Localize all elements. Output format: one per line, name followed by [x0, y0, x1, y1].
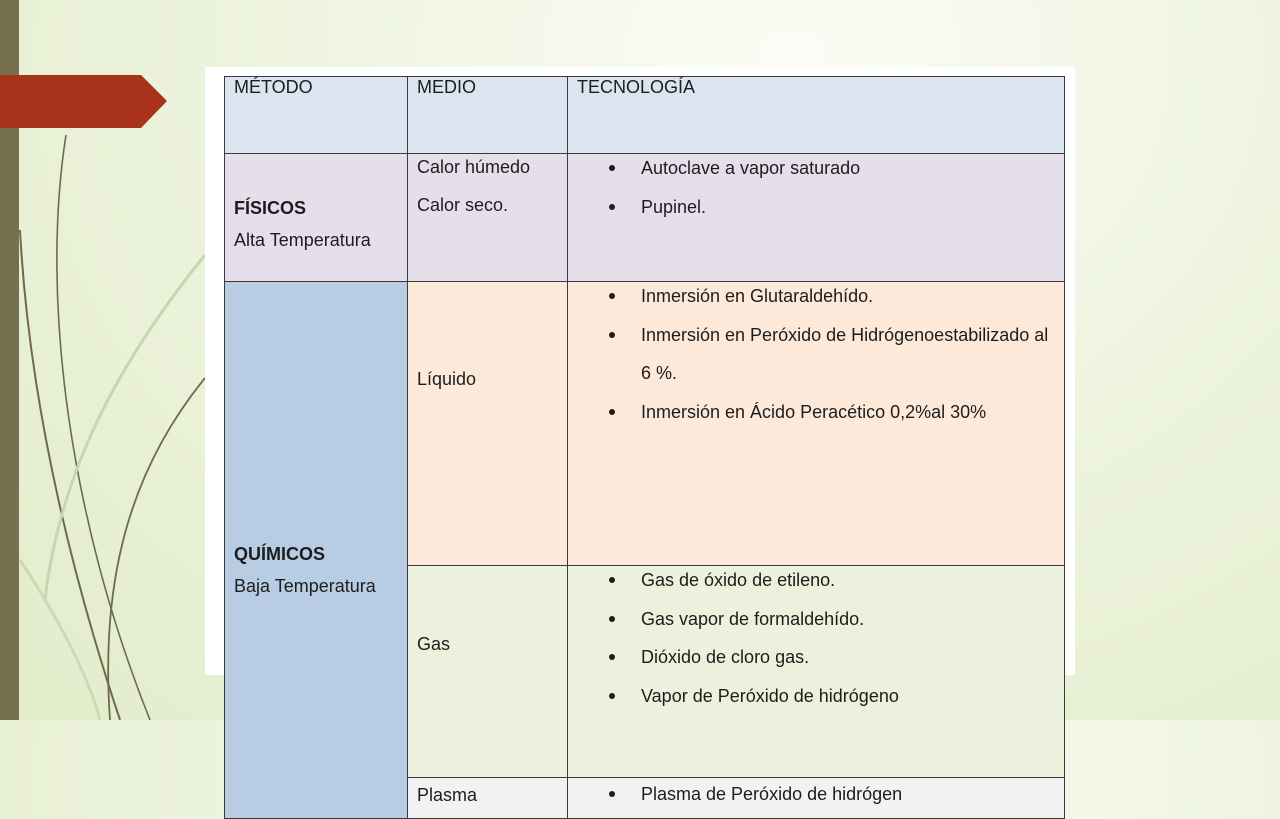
table-row-liquido [225, 282, 1065, 566]
list-item: Plasma de Peróxido de hidrógen [641, 775, 1055, 814]
medio-gas-cell [408, 566, 568, 778]
tecnologia-fisicos-list [577, 149, 1055, 226]
table-card [205, 67, 1075, 805]
medio-fisicos-cell [408, 154, 568, 282]
list-item: Dióxido de cloro gas. [641, 638, 1055, 677]
list-item: Vapor de Peróxido de hidrógeno [641, 677, 1055, 716]
medio-gas: Gas [417, 633, 451, 654]
table-row-fisicos [225, 154, 1065, 282]
tecnologia-liquido-list [577, 277, 1055, 431]
sterilization-methods-table [224, 76, 1065, 819]
list-item: Autoclave a vapor saturado [641, 149, 1055, 188]
tecnologia-fisicos-cell [568, 154, 1065, 282]
medio-liquido: Líquido [417, 368, 477, 389]
header-medio: MEDIO [408, 77, 568, 154]
metodo-quimicos-title: QUÍMICOS [234, 543, 326, 564]
medio-liquido-cell [408, 282, 568, 566]
header-metodo: MÉTODO [225, 77, 408, 154]
medio-plasma: Plasma [417, 785, 478, 805]
title-arrow-tab [0, 75, 167, 128]
list-item: Inmersión en Glutaraldehído. [641, 277, 1055, 316]
list-item: Gas de óxido de etileno. [641, 561, 1055, 600]
tecnologia-gas-cell [568, 566, 1065, 778]
header-row [225, 77, 1065, 154]
metodo-quimicos-cell [225, 282, 408, 819]
metodo-quimicos-subtitle: Baja Temperatura [234, 575, 376, 596]
list-item: Gas vapor de formaldehído. [641, 600, 1055, 639]
medio-plasma-cell [408, 778, 568, 819]
tecnologia-plasma-cell [568, 778, 1065, 819]
tecnologia-plasma-list [577, 775, 1055, 814]
medio-calor-seco: Calor seco. [417, 195, 509, 215]
metodo-fisicos-cell [225, 154, 408, 282]
medio-calor-humedo: Calor húmedo [417, 157, 531, 177]
list-item: Inmersión en Peróxido de Hidrógenoestabilizado al 6 %. [641, 316, 1055, 393]
tecnologia-liquido-cell [568, 282, 1065, 566]
list-item: Pupinel. [641, 188, 1055, 227]
list-item: Inmersión en Ácido Peracético 0,2%al 30% [641, 393, 1055, 432]
metodo-fisicos-subtitle: Alta Temperatura [234, 230, 371, 250]
header-tecnologia: TECNOLOGÍA [568, 77, 1065, 154]
tecnologia-gas-list [577, 561, 1055, 715]
metodo-fisicos-title: FÍSICOS [234, 198, 307, 218]
